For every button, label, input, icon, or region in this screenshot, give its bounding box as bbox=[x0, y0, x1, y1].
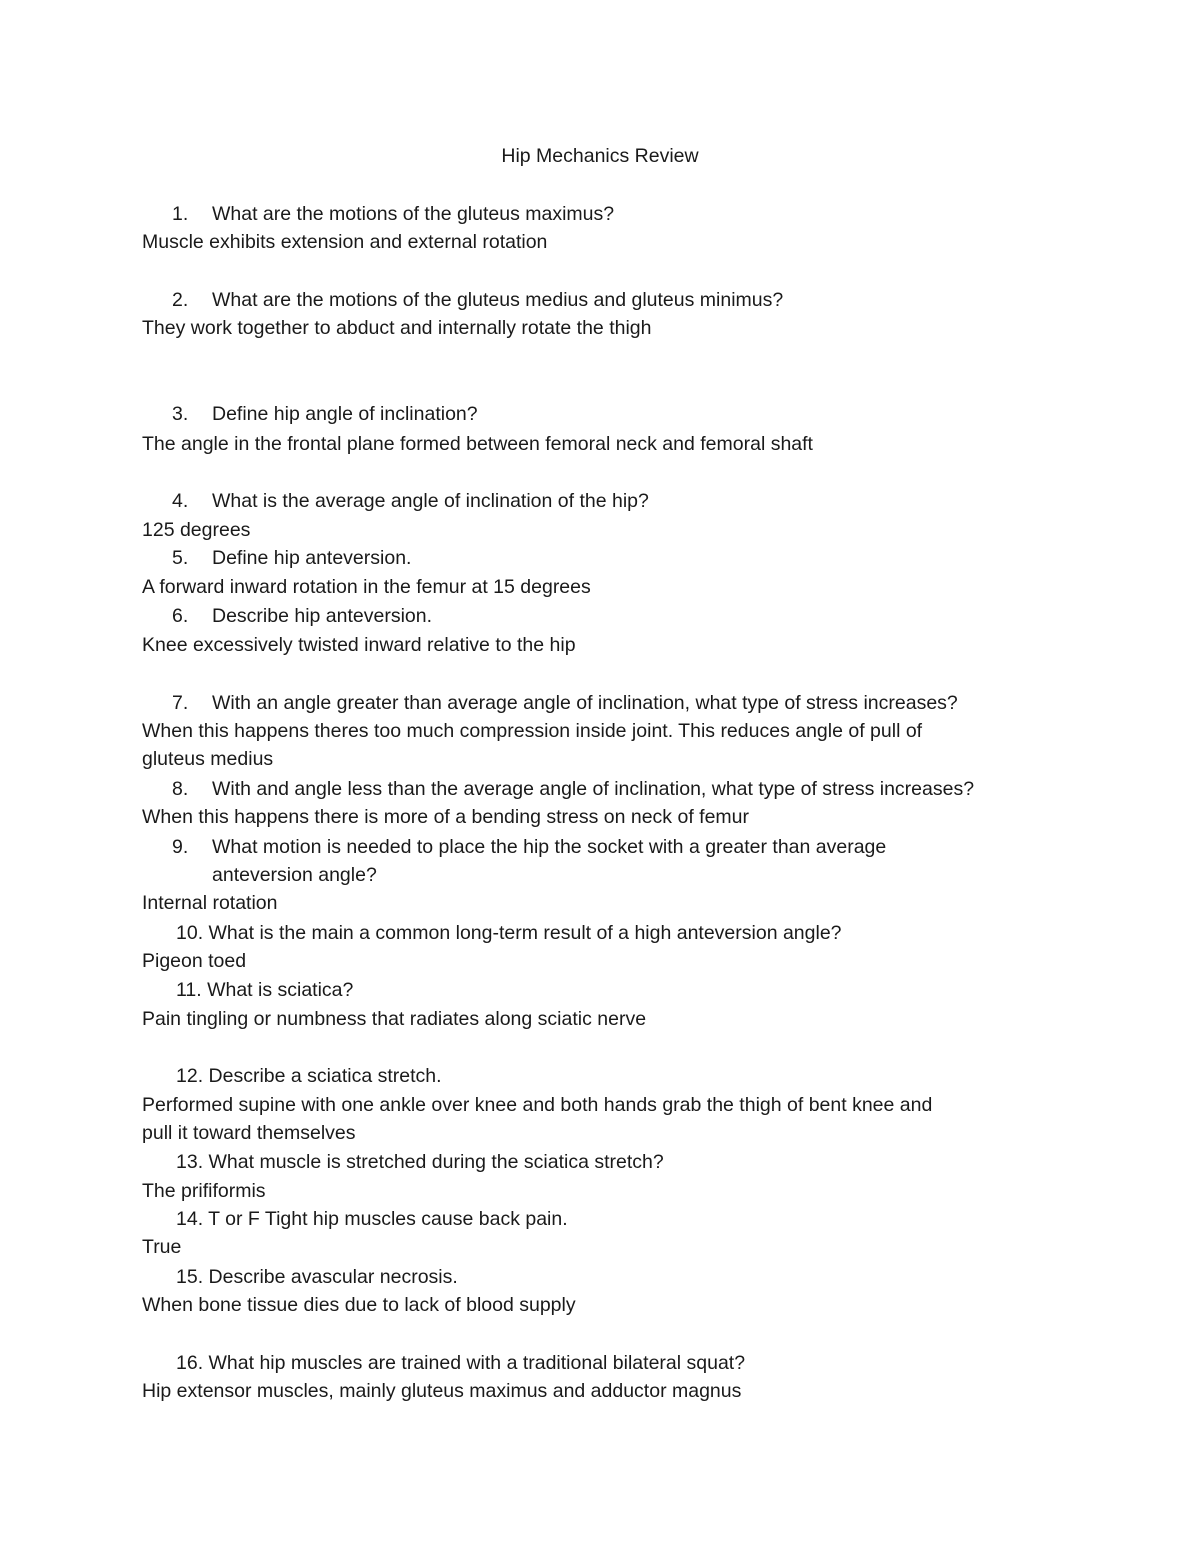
page-title: Hip Mechanics Review bbox=[501, 145, 699, 167]
question-text: 14. T or F Tight hip muscles cause back pain. bbox=[176, 1208, 568, 1230]
question-number: 5. bbox=[172, 547, 189, 569]
answer-text: The prififormis bbox=[142, 1180, 266, 1202]
answer-text: Performed supine with one ankle over knee and both hands grab the thigh of bent knee and bbox=[142, 1094, 933, 1116]
answer-text: pull it toward themselves bbox=[142, 1122, 356, 1144]
question-text: 16. What hip muscles are trained with a traditional bilateral squat? bbox=[176, 1352, 746, 1374]
question-number: 4. bbox=[172, 490, 189, 512]
question-text: What are the motions of the gluteus maximus? bbox=[212, 203, 615, 225]
question-text: Define hip anteversion. bbox=[212, 547, 412, 569]
question-number: 6. bbox=[172, 605, 189, 627]
question-number: 3. bbox=[172, 403, 189, 425]
answer-text: When bone tissue dies due to lack of blood supply bbox=[142, 1294, 576, 1316]
question-text: Describe hip anteversion. bbox=[212, 605, 433, 627]
question-text: 12. Describe a sciatica stretch. bbox=[176, 1065, 442, 1087]
question-number: 2. bbox=[172, 289, 189, 311]
question-text: With an angle greater than average angle of inclination, what type of stress increases? bbox=[212, 692, 958, 714]
question-number: 7. bbox=[172, 692, 189, 714]
answer-text: When this happens theres too much compression inside joint. This reduces angle of pull of bbox=[142, 720, 923, 742]
question-text: What motion is needed to place the hip the socket with a greater than average bbox=[212, 836, 887, 858]
answer-text: gluteus medius bbox=[142, 748, 274, 770]
answer-text: Internal rotation bbox=[142, 892, 278, 914]
question-number: 9. bbox=[172, 836, 189, 858]
question-number: 1. bbox=[172, 203, 189, 225]
answer-text: When this happens there is more of a bending stress on neck of femur bbox=[142, 806, 749, 828]
question-number: 8. bbox=[172, 778, 189, 800]
answer-text: True bbox=[142, 1236, 182, 1258]
question-text: What are the motions of the gluteus medius and gluteus minimus? bbox=[212, 289, 784, 311]
answer-text: Pain tingling or numbness that radiates along sciatic nerve bbox=[142, 1008, 647, 1030]
answer-text: Pigeon toed bbox=[142, 950, 247, 972]
question-text: Define hip angle of inclination? bbox=[212, 403, 478, 425]
answer-text: 125 degrees bbox=[142, 519, 251, 541]
question-text: 13. What muscle is stretched during the sciatica stretch? bbox=[176, 1151, 664, 1173]
answer-text: The angle in the frontal plane formed between femoral neck and femoral shaft bbox=[142, 433, 813, 455]
question-text: With and angle less than the average angle of inclination, what type of stress increases? bbox=[212, 778, 975, 800]
question-text: anteversion angle? bbox=[212, 864, 377, 886]
question-text: 15. Describe avascular necrosis. bbox=[176, 1266, 458, 1288]
answer-text: Muscle exhibits extension and external rotation bbox=[142, 231, 548, 253]
answer-text: They work together to abduct and internally rotate the thigh bbox=[142, 317, 652, 339]
answer-text: Knee excessively twisted inward relative to the hip bbox=[142, 634, 576, 656]
question-text: What is the average angle of inclination of the hip? bbox=[212, 490, 649, 512]
answer-text: Hip extensor muscles, mainly gluteus maximus and adductor magnus bbox=[142, 1380, 742, 1402]
question-text: 10. What is the main a common long-term result of a high anteversion angle? bbox=[176, 922, 842, 944]
question-text: 11. What is sciatica? bbox=[176, 979, 354, 1001]
answer-text: A forward inward rotation in the femur at 15 degrees bbox=[142, 576, 591, 598]
